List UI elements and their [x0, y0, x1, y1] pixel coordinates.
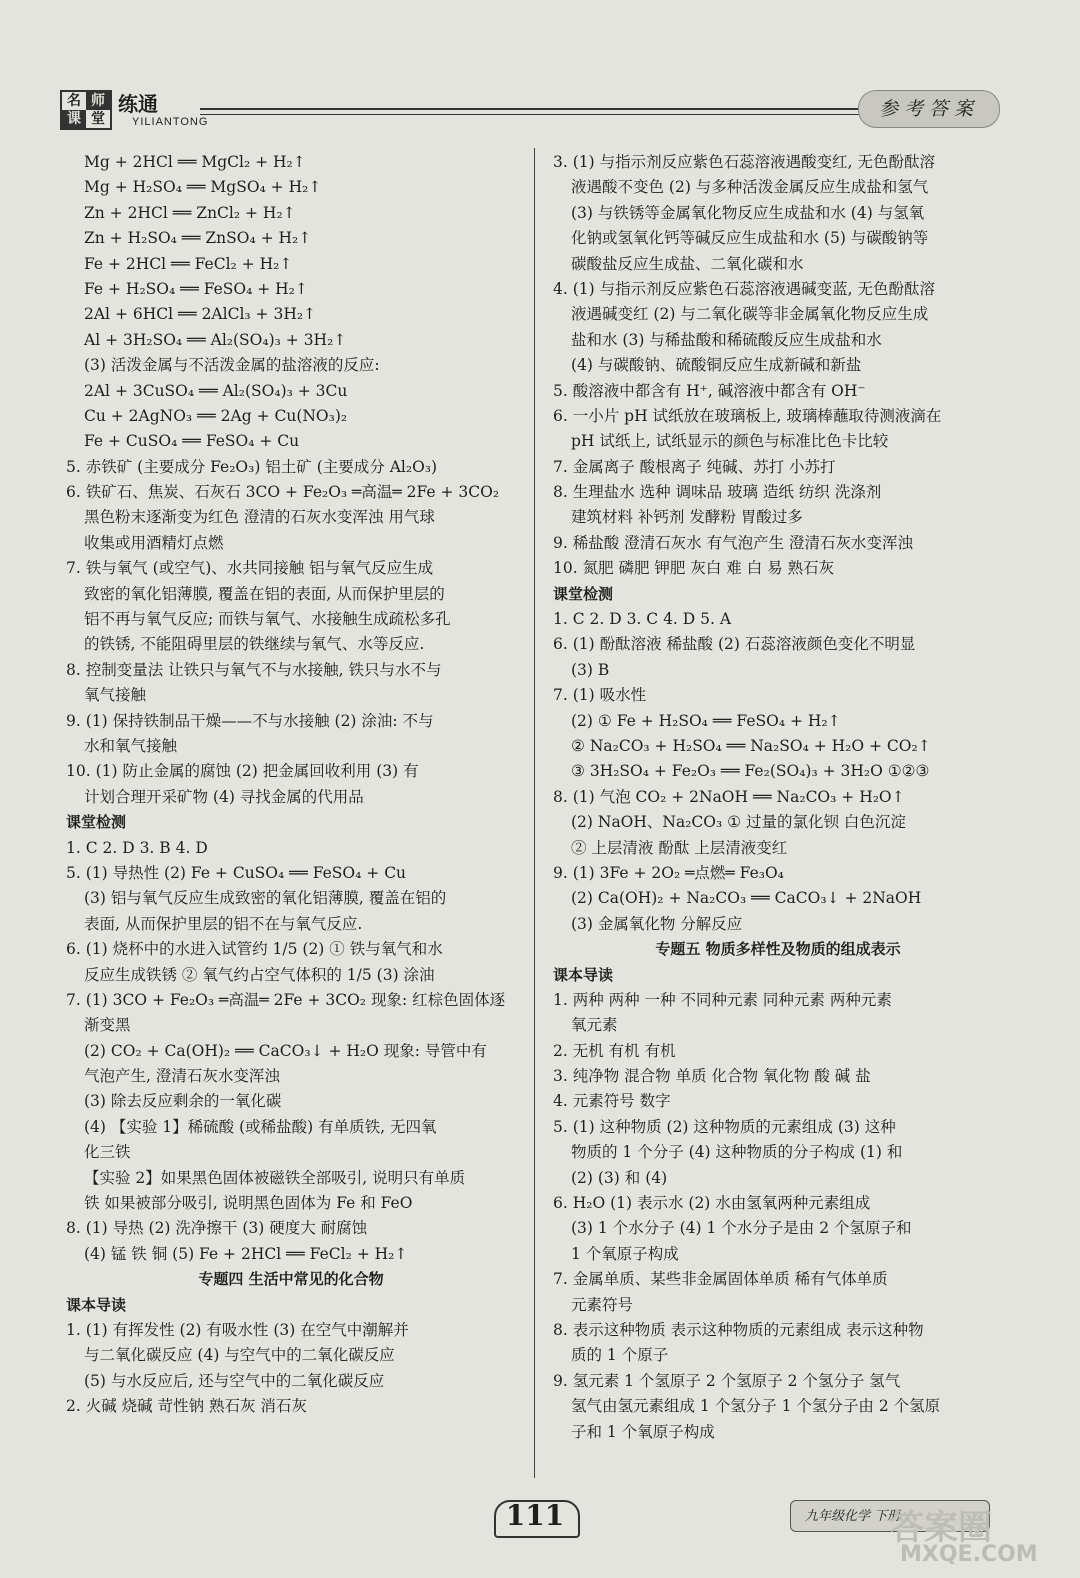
section-heading: 课堂检测 — [553, 584, 614, 603]
logo-char: 师 — [86, 92, 110, 110]
answer-line: 9. 氢元素 1 个氢原子 2 个氢原子 2 个氢分子 氢气 — [553, 1371, 901, 1390]
answer-line: Zn + 2HCl ══ ZnCl₂ + H₂↑ — [84, 203, 296, 222]
answer-line: 质的 1 个原子 — [571, 1346, 669, 1365]
answer-line: 氧气接触 — [84, 686, 147, 705]
answer-line: ③ 3H₂SO₄ + Fe₂O₃ ══ Fe₂(SO₄)₃ + 3H₂O ①②③ — [571, 762, 930, 781]
answer-line: 【实验 2】如果黑色固体被磁铁全部吸引, 说明只有单质 — [84, 1168, 466, 1187]
header-rule — [200, 114, 900, 115]
answer-line: 8. 控制变量法 让铁只与氧气不与水接触, 铁只与水不与 — [66, 660, 442, 679]
logo — [60, 90, 112, 130]
answer-line: 3. (1) 与指示剂反应紫色石蕊溶液遇酸变红, 无色酚酞溶 — [553, 153, 935, 171]
answer-line: 渐变黑 — [84, 1016, 131, 1035]
answer-line: 8. 表示这种物质 表示这种物质的元素组成 表示这种物 — [553, 1320, 924, 1339]
answer-line: 6. 一小片 pH 试纸放在玻璃板上, 玻璃棒蘸取待测液滴在 — [553, 406, 942, 425]
answer-line: (3) B — [571, 660, 610, 679]
answer-line: 的铁锈, 不能阻碍里层的铁继续与氧气、水等反应. — [84, 635, 425, 654]
answer-line: 黑色粉末逐渐变为红色 澄清的石灰水变浑浊 用气球 — [84, 508, 435, 527]
section-heading: 课堂检测 — [66, 813, 127, 832]
answer-line: 元素符号 — [571, 1295, 634, 1314]
logo-char: 名 — [67, 93, 81, 109]
answer-line: (3) 金属氧化物 分解反应 — [571, 914, 743, 933]
answer-line: 收集或用酒精灯点燃 — [84, 533, 224, 552]
brand-english: YILIANTONG — [132, 116, 209, 128]
answer-line: Fe + CuSO₄ ══ FeSO₄ + Cu — [84, 432, 300, 451]
answer-line: (3) 铝与氧气反应生成致密的氧化铝薄膜, 覆盖在铝的 — [84, 889, 447, 908]
answer-line: 与二氧化碳反应 (4) 与空气中的二氧化碳反应 — [84, 1346, 395, 1365]
answer-line: 致密的氧化铝薄膜, 覆盖在铝的表面, 从而保护里层的 — [84, 584, 445, 603]
answer-line: 7. (1) 3CO + Fe₂O₃ ═高温═ 2Fe + 3CO₂ 现象: 红棕色固体逐 — [66, 990, 506, 1009]
answer-line: Fe + H₂SO₄ ══ FeSO₄ + H₂↑ — [84, 279, 308, 298]
answer-line: 10. 氮肥 磷肥 钾肥 灰白 难 白 易 熟石灰 — [553, 559, 835, 578]
answer-line: 7. 金属单质、某些非金属固体单质 稀有气体单质 — [553, 1270, 888, 1289]
answer-line: ② Na₂CO₃ + H₂SO₄ ══ Na₂SO₄ + H₂O + CO₂↑ — [571, 736, 931, 755]
answer-line: 6. (1) 烧杯中的水进入试管约 1/5 (2) ① 铁与氧气和水 — [66, 940, 443, 959]
answer-line: 盐和水 (3) 与稀盐酸和稀硫酸反应生成盐和水 — [571, 330, 882, 349]
answer-line: (2) (3) 和 (4) — [571, 1168, 668, 1187]
answer-line: 气泡产生, 澄清石灰水变浑浊 — [84, 1067, 280, 1086]
answer-line: 计划合理开采矿物 (4) 寻找金属的代用品 — [84, 787, 364, 806]
footer-book-tag: 九年级化学 下册 — [790, 1500, 990, 1532]
answer-line: Mg + 2HCl ══ MgCl₂ + H₂↑ — [84, 153, 306, 171]
logo-char: 课 — [62, 110, 86, 128]
answer-line: 水和氧气接触 — [84, 736, 178, 755]
answer-line: 化钠或氢氧化钙等碱反应生成盐和水 (5) 与碳酸钠等 — [571, 229, 929, 248]
answer-line: 8. (1) 气泡 CO₂ + 2NaOH ══ Na₂CO₃ + H₂O↑ — [553, 787, 905, 806]
answer-line: 8. 生理盐水 选种 调味品 玻璃 造纸 纺织 洗涤剂 — [553, 483, 882, 502]
answer-line: 2Al + 6HCl ══ 2AlCl₃ + 3H₂↑ — [84, 305, 317, 324]
answer-line: ② 上层清液 酚酞 上层清液变红 — [571, 838, 788, 857]
answer-line: 1 个氧原子构成 — [571, 1244, 679, 1263]
answer-line: 建筑材料 补钙剂 发酵粉 胃酸过多 — [571, 508, 803, 527]
answer-line: 5. (1) 导热性 (2) Fe + CuSO₄ ══ FeSO₄ + Cu — [66, 863, 407, 882]
section-heading: 专题五 物质多样性及物质的组成表示 — [655, 940, 901, 959]
answer-line: 8. (1) 导热 (2) 洗净擦干 (3) 硬度大 耐腐蚀 — [66, 1219, 368, 1238]
answer-line: 液遇碱变红 (2) 与二氧化碳等非金属氧化物反应生成 — [571, 305, 929, 324]
answer-line: 1. C 2. D 3. C 4. D 5. A — [553, 610, 732, 629]
answer-line: (2) ① Fe + H₂SO₄ ══ FeSO₄ + H₂↑ — [571, 711, 841, 730]
answer-line: 9. 稀盐酸 澄清石灰水 有气泡产生 澄清石灰水变浑浊 — [553, 533, 913, 552]
answer-line: 6. 铁矿石、焦炭、石灰石 3CO + Fe₂O₃ ═高温═ 2Fe + 3CO₂ — [66, 483, 500, 502]
answer-line: 1. 两种 两种 一种 不同种元素 同种元素 两种元素 — [553, 990, 892, 1009]
answer-line: 9. (1) 3Fe + 2O₂ ═点燃═ Fe₃O₄ — [553, 863, 784, 882]
answer-line: pH 试纸上, 试纸显示的颜色与标准比色卡比较 — [571, 432, 889, 451]
answer-line: 铁 如果被部分吸引, 说明黑色固体为 Fe 和 FeO — [84, 1194, 413, 1213]
answer-line: (3) 1 个水分子 (4) 1 个水分子是由 2 个氢原子和 — [571, 1219, 912, 1238]
answer-line: 9. (1) 保持铁制品干燥——不与水接触 (2) 涂油: 不与 — [66, 711, 434, 730]
answer-line: 5. 酸溶液中都含有 H⁺, 碱溶液中都含有 OH⁻ — [553, 381, 866, 400]
answer-line: (2) Ca(OH)₂ + Na₂CO₃ ══ CaCO₃↓ + 2NaOH — [571, 889, 922, 908]
header-rule — [200, 108, 900, 110]
answer-line: 液遇酸不变色 (2) 与多种活泼金属反应生成盐和氢气 — [571, 178, 929, 197]
answer-line: (4) 锰 铁 铜 (5) Fe + 2HCl ══ FeCl₂ + H₂↑ — [84, 1244, 408, 1263]
answer-line: 反应生成铁锈 ② 氧气约占空气体积的 1/5 (3) 涂油 — [84, 965, 435, 984]
answer-line: 7. (1) 吸水性 — [553, 686, 647, 705]
answer-line: 6. (1) 酚酞溶液 稀盐酸 (2) 石蕊溶液颜色变化不明显 — [553, 635, 916, 654]
answer-line: 物质的 1 个分子 (4) 这种物质的分子构成 (1) 和 — [571, 1143, 903, 1162]
answer-line: (4) 【实验 1】稀硫酸 (或稀盐酸) 有单质铁, 无四氧 — [84, 1117, 437, 1136]
answer-line: 子和 1 个氧原子构成 — [571, 1422, 715, 1441]
answer-line: 碳酸盐反应生成盐、二氧化碳和水 — [571, 254, 804, 273]
answer-line: (2) CO₂ + Ca(OH)₂ ══ CaCO₃↓ + H₂O 现象: 导管中有 — [84, 1041, 487, 1060]
section-heading: 专题四 生活中常见的化合物 — [198, 1270, 384, 1289]
logo-char: 堂 — [91, 111, 105, 127]
right-column — [553, 150, 1003, 1445]
answer-line: 2. 火碱 烧碱 苛性钠 熟石灰 消石灰 — [66, 1397, 307, 1416]
answer-line: 1. (1) 有挥发性 (2) 有吸水性 (3) 在空气中潮解并 — [66, 1320, 409, 1339]
answer-line: (5) 与水反应后, 还与空气中的二氧化碳反应 — [84, 1371, 385, 1390]
answer-line: Al + 3H₂SO₄ ══ Al₂(SO₄)₃ + 3H₂↑ — [84, 330, 347, 349]
watermark-url: MXQE.COM — [900, 1542, 1038, 1567]
answer-line: 4. (1) 与指示剂反应紫色石蕊溶液遇碱变蓝, 无色酚酞溶 — [553, 279, 935, 298]
answer-line: (3) 除去反应剩余的一氧化碳 — [84, 1092, 282, 1111]
answer-line: 5. 赤铁矿 (主要成分 Fe₂O₃) 铝土矿 (主要成分 Al₂O₃) — [66, 457, 438, 476]
answer-line: 氢气由氢元素组成 1 个氢分子 1 个氢分子由 2 个氢原 — [571, 1397, 941, 1416]
answer-line: 1. C 2. D 3. B 4. D — [66, 838, 208, 857]
answer-line: 5. (1) 这种物质 (2) 这种物质的元素组成 (3) 这种 — [553, 1117, 896, 1136]
answer-line: Mg + H₂SO₄ ══ MgSO₄ + H₂↑ — [84, 178, 322, 197]
answer-line: 2. 无机 有机 有机 — [553, 1041, 676, 1060]
answer-line: Zn + H₂SO₄ ══ ZnSO₄ + H₂↑ — [84, 229, 312, 248]
answer-line: (3) 与铁锈等金属氧化物反应生成盐和水 (4) 与氢氧 — [571, 203, 925, 222]
answer-line: 7. 金属离子 酸根离子 纯碱、苏打 小苏打 — [553, 457, 836, 476]
answer-line: 10. (1) 防止金属的腐蚀 (2) 把金属回收利用 (3) 有 — [66, 762, 419, 781]
section-heading: 课本导读 — [66, 1295, 127, 1314]
answer-line: 氧元素 — [571, 1016, 618, 1035]
watermark: 答案圈 — [890, 1508, 992, 1548]
answer-line: Cu + 2AgNO₃ ══ 2Ag + Cu(NO₃)₂ — [84, 406, 348, 425]
left-column — [66, 150, 516, 1420]
brand-name: 练通 — [118, 92, 158, 116]
answer-tag: 参考答案 — [858, 90, 1000, 128]
answer-line: (3) 活泼金属与不活泼金属的盐溶液的反应: — [84, 356, 380, 375]
answer-line: 2Al + 3CuSO₄ ══ Al₂(SO₄)₃ + 3Cu — [84, 381, 348, 400]
answer-line: 化三铁 — [84, 1143, 131, 1162]
answer-line: (4) 与碳酸钠、硫酸铜反应生成新碱和新盐 — [571, 356, 862, 375]
column-divider — [534, 148, 535, 1478]
answer-line: 7. 铁与氧气 (或空气)、水共同接触 铝与氧气反应生成 — [66, 559, 434, 578]
answer-line: 铝不再与氧气反应; 而铁与氧气、水接触生成疏松多孔 — [84, 610, 451, 629]
answer-line: Fe + 2HCl ══ FeCl₂ + H₂↑ — [84, 254, 293, 273]
page-header — [60, 78, 1000, 138]
answer-line: 表面, 从而保护里层的铝不在与氧气反应. — [84, 914, 363, 933]
answer-line: 4. 元素符号 数字 — [553, 1092, 671, 1111]
answer-line: (2) NaOH、Na₂CO₃ ① 过量的氯化钡 白色沉淀 — [571, 813, 906, 832]
answer-line: 3. 纯净物 混合物 单质 化合物 氧化物 酸 碱 盐 — [553, 1067, 871, 1086]
page-number: 111 — [505, 1499, 565, 1532]
answer-line: 6. H₂O (1) 表示水 (2) 水由氢氧两种元素组成 — [553, 1194, 871, 1213]
section-heading: 课本导读 — [553, 965, 614, 984]
